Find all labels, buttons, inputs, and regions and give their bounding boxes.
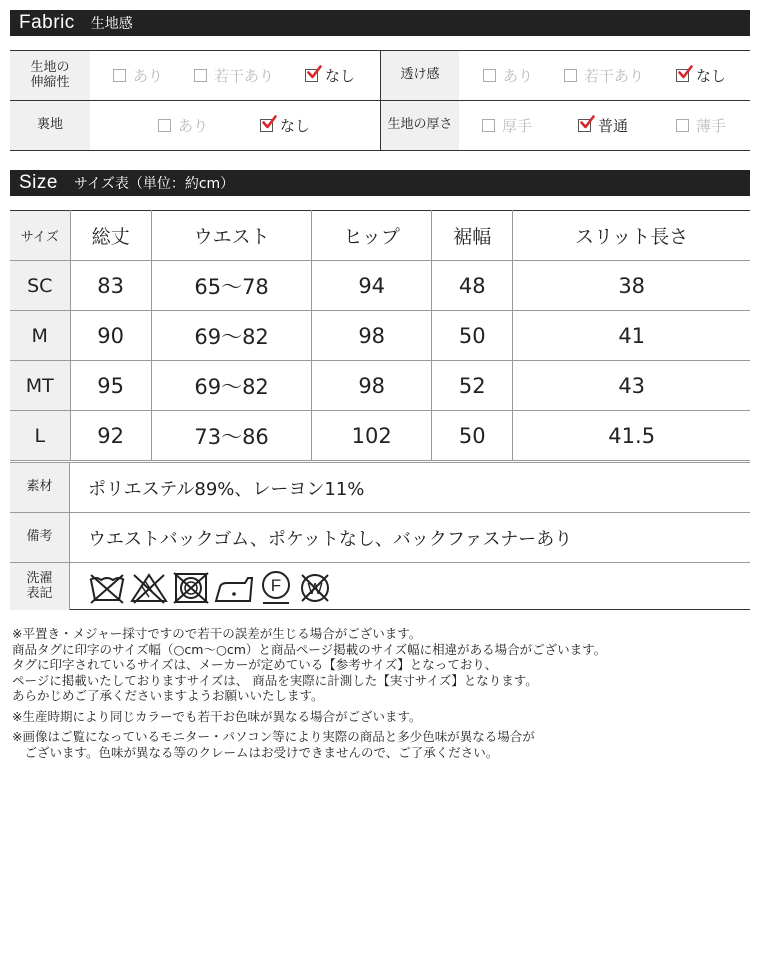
material-label: 素材 [10, 463, 70, 512]
note-line: ございます。色味が異なる等のクレームはお受けできませんので、ご了承ください。 [12, 744, 499, 760]
size-label: MT [10, 361, 70, 411]
table-cell: 50 [432, 311, 513, 361]
iron-low-icon [213, 571, 255, 605]
notes [12, 626, 752, 760]
note-line: あらかじめご了承くださいますようお願いいたします。 [12, 688, 324, 703]
fabric-table [10, 50, 750, 151]
table-cell: 98 [312, 311, 432, 361]
checkbox-checked-icon [260, 119, 273, 132]
lining-option-yes: あり [158, 101, 208, 150]
table-cell: 52 [432, 361, 513, 411]
no-wash-icon [88, 571, 126, 605]
remarks-value: ウエストバックゴム、ポケットなし、バックファスナーあり [88, 528, 573, 550]
size-header [10, 170, 750, 196]
size-header-en: Size [19, 172, 58, 193]
care-label: 洗濯 表記 [10, 563, 70, 610]
fabric-header-jp: 生地感 [90, 16, 133, 32]
column-header: スリット長さ [513, 211, 750, 261]
no-wet-clean-icon [297, 571, 333, 605]
table-cell: 48 [432, 261, 513, 311]
checkbox-empty-icon [158, 119, 171, 132]
no-bleach-icon [129, 571, 169, 605]
sheer-label: 透け感 [381, 51, 459, 100]
remarks-row [10, 513, 750, 563]
table-cell: 69〜82 [151, 361, 312, 411]
table-cell: 98 [312, 361, 432, 411]
checkbox-empty-icon [482, 119, 495, 132]
lining-label: 裏地 [10, 101, 90, 150]
thickness-option-thick: 厚手 [482, 101, 532, 150]
table-cell: 65〜78 [151, 261, 312, 311]
table-cell: 95 [70, 361, 151, 411]
table-cell: 102 [312, 411, 432, 461]
table-cell: 41.5 [513, 411, 750, 461]
size-label: M [10, 311, 70, 361]
svg-text:W: W [307, 581, 323, 598]
table-cell: 83 [70, 261, 151, 311]
thickness-option-normal: 普通 [578, 101, 628, 150]
table-cell: 92 [70, 411, 151, 461]
size-header-jp: サイズ表（単位：約cm） [73, 176, 235, 192]
note-line: ページに掲載いたしておりますサイズは、 商品を実際に計測した【実寸サイズ】となります。 [12, 672, 538, 688]
sheer-option-yes: あり [483, 51, 533, 100]
checkbox-checked-icon [305, 69, 318, 82]
checkbox-checked-icon [676, 69, 689, 82]
remarks-label: 備考 [10, 513, 70, 562]
checkbox-empty-icon [483, 69, 496, 82]
info-table [10, 460, 750, 610]
column-header: ヒップ [312, 211, 432, 261]
svg-text:F: F [270, 576, 282, 595]
stretch-option-none: なし [305, 51, 355, 100]
fabric-header-en: Fabric [19, 12, 75, 33]
size-table [10, 210, 750, 461]
thickness-option-thin: 薄手 [676, 101, 726, 150]
care-icons [88, 570, 333, 606]
note-line: ※平置き・メジャー採寸ですので若干の誤差が生じる場合がございます。 [12, 626, 422, 641]
fabric-header [10, 10, 750, 36]
column-header: ウエスト [151, 211, 312, 261]
note-line: 商品タグに印字のサイズ幅（○cm〜○cm）と商品ページ掲載のサイズ幅に相違がある場合がございます。 [12, 641, 607, 657]
sheer-option-slight: 若干あり [564, 51, 644, 100]
checkbox-empty-icon [194, 69, 207, 82]
table-row [10, 311, 750, 361]
checkbox-checked-icon [578, 119, 591, 132]
column-header: 総丈 [70, 211, 151, 261]
checkbox-empty-icon [113, 69, 126, 82]
size-corner-label: サイズ [10, 211, 70, 261]
care-row [10, 563, 750, 610]
stretch-option-yes: あり [113, 51, 163, 100]
no-tumble-dry-icon [172, 571, 210, 605]
note-line: タグに印字されているサイズは、メーカーが定めている【参考サイズ】となっており、 [12, 657, 498, 672]
table-cell: 50 [432, 411, 513, 461]
size-label: SC [10, 261, 70, 311]
table-cell: 43 [513, 361, 750, 411]
stretch-label: 生地の 伸縮性 [10, 51, 90, 100]
table-cell: 38 [513, 261, 750, 311]
table-row [10, 261, 750, 311]
sheer-option-none: なし [676, 51, 726, 100]
table-cell: 69〜82 [151, 311, 312, 361]
dry-clean-f-icon [258, 570, 294, 606]
table-cell: 73〜86 [151, 411, 312, 461]
table-cell: 41 [513, 311, 750, 361]
material-row [10, 463, 750, 513]
note-line: ※生産時期により同じカラーでも若干お色味が異なる場合がございます。 [12, 708, 422, 724]
table-cell: 90 [70, 311, 151, 361]
stretch-option-slight: 若干あり [194, 51, 274, 100]
checkbox-empty-icon [564, 69, 577, 82]
material-value: ポリエステル89%、レーヨン11% [88, 478, 365, 500]
table-header-row [10, 211, 750, 261]
table-row [10, 361, 750, 411]
column-header: 裾幅 [432, 211, 513, 261]
table-row [10, 411, 750, 461]
thickness-label: 生地の厚さ [381, 101, 459, 150]
size-label: L [10, 411, 70, 461]
checkbox-empty-icon [676, 119, 689, 132]
table-cell: 94 [312, 261, 432, 311]
note-line: ※画像はご覧になっているモニター・パソコン等により実際の商品と多少色味が異なる場合が [12, 729, 535, 744]
lining-option-none: なし [260, 101, 310, 150]
